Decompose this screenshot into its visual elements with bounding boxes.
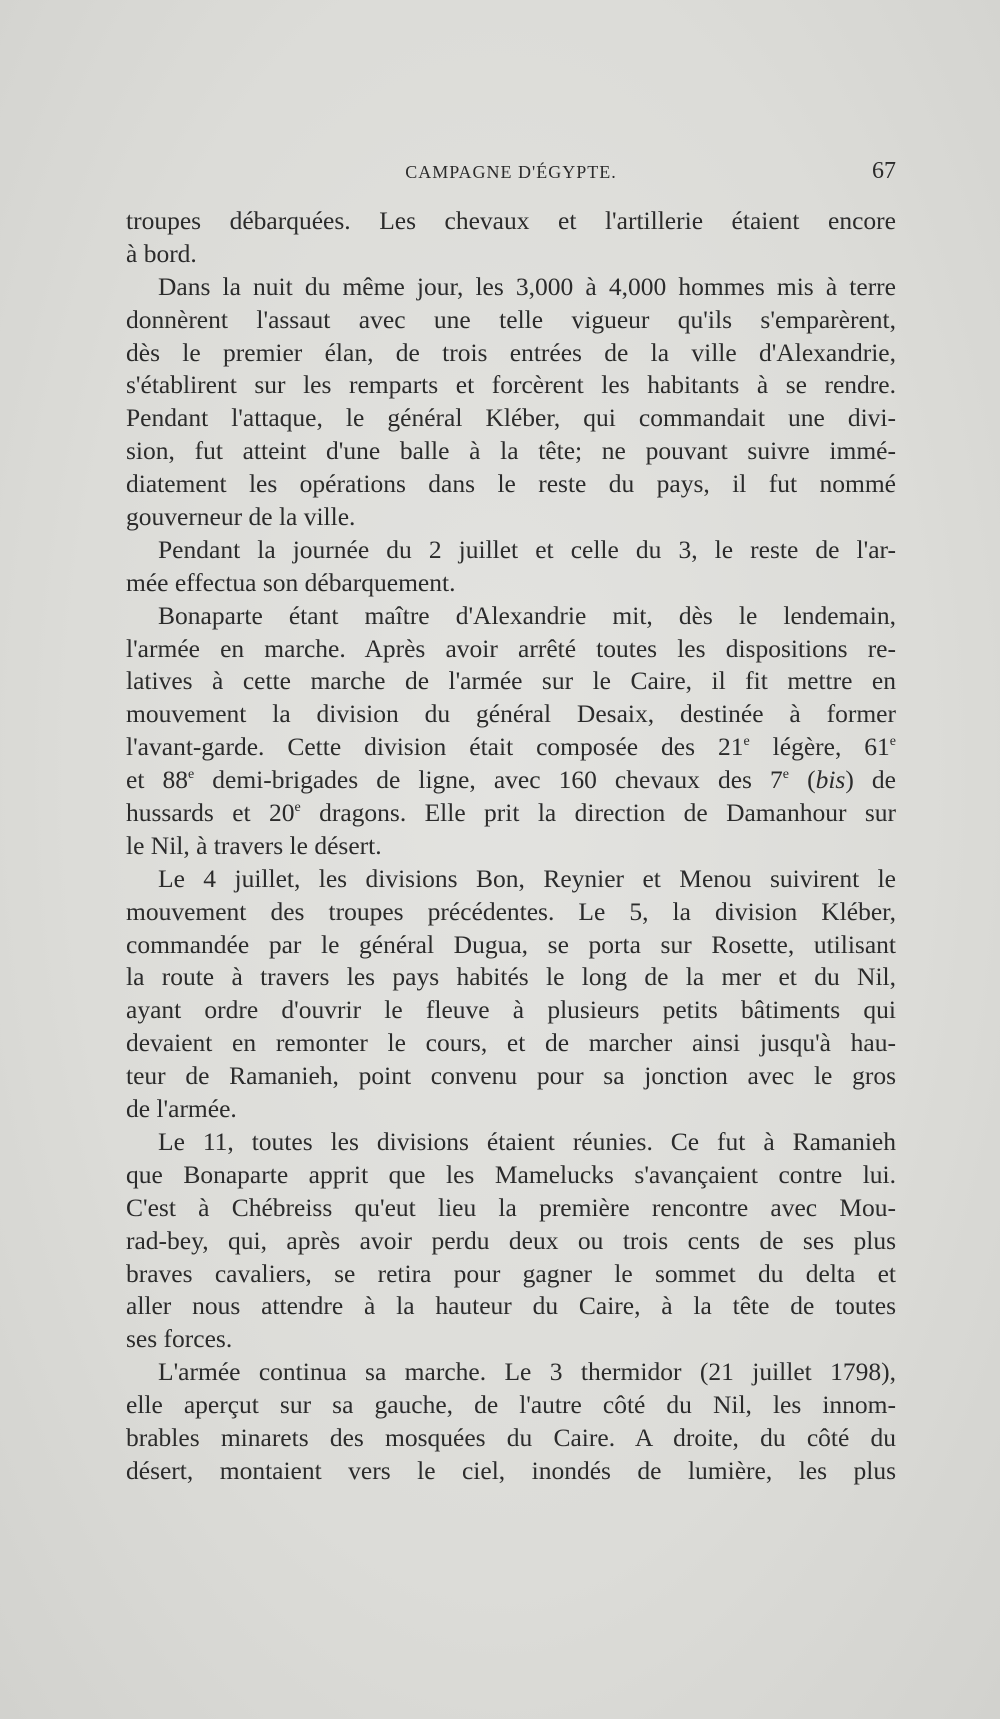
text-line: Dans la nuit du même jour, les 3,000 à 4,000 hommes mis à terre [158, 271, 896, 301]
text-fragment: ) de [845, 765, 896, 795]
page-number: 67 [872, 158, 896, 184]
text-line: l'armée en marche. Après avoir arrêté toutes les dispositions re- [126, 633, 896, 663]
superscript: e [782, 767, 790, 783]
text-fragment: dragons. Elle prit la direction de Damanhour sur [300, 798, 896, 828]
text-line: mée effectua son débarquement. [126, 567, 456, 597]
text-fragment: légère, 61 [749, 732, 890, 762]
running-title: CAMPAGNE D'ÉGYPTE. [405, 162, 617, 182]
text-fragment: et 88 [126, 765, 188, 795]
text-fragment: ( [789, 765, 816, 795]
text-line: braves cavaliers, se retira pour gagner le sommet du delta et [126, 1258, 896, 1288]
text-line: dès le premier élan, de trois entrées de la ville d'Alexandrie, [126, 337, 896, 367]
text-line: Bonaparte étant maître d'Alexandrie mit, dès le lendemain, [158, 600, 896, 630]
text-line: C'est à Chébreiss qu'eut lieu la première rencontre avec Mou- [126, 1192, 896, 1222]
text-line: gouverneur de la ville. [126, 502, 356, 532]
text-line: ayant ordre d'ouvrir le fleuve à plusieurs petits bâtiments qui [126, 995, 896, 1025]
text-line: que Bonaparte apprit que les Mamelucks s'avançaient contre lui. [126, 1159, 896, 1189]
text-line: brables minarets des mosquées du Caire. A droite, du côté du [126, 1422, 896, 1452]
text-fragment: demi-brigades de ligne, avec 160 chevaux des 7 [194, 765, 783, 795]
text-line: teur de Ramanieh, point convenu pour sa jonction avec le gros [126, 1061, 896, 1091]
text-line: troupes débarquées. Les chevaux et l'artillerie étaient encore [126, 206, 896, 235]
text-line: ses forces. [126, 1324, 233, 1354]
text-line [126, 797, 896, 830]
text-line: aller nous attendre à la hauteur du Caire, à la tête de toutes [126, 1291, 896, 1321]
text-line: rad-bey, qui, après avoir perdu deux ou trois cents de ses plus [126, 1225, 896, 1255]
italic-text: bis [815, 765, 846, 795]
body-text [126, 205, 896, 1488]
text-line: commandée par le général Dugua, se porta sur Rosette, utilisant [126, 929, 896, 959]
text-line: désert, montaient vers le ciel, inondés de lumière, les plus [126, 1455, 896, 1485]
superscript: e [187, 767, 195, 783]
text-line: mouvement la division du général Desaix, destinée à former [126, 699, 896, 729]
text-line: Le 4 juillet, les divisions Bon, Reynier et Menou suivirent le [158, 863, 896, 893]
text-line: Pendant la journée du 2 juillet et celle du 3, le reste de l'ar- [158, 534, 896, 564]
text-fragment: l'avant-garde. Cette division était composée des 21 [126, 732, 744, 762]
text-line: à bord. [126, 238, 197, 268]
text-line [126, 764, 896, 797]
text-line: diatement les opérations dans le reste du pays, il fut nommé [126, 469, 896, 499]
text-line: L'armée continua sa marche. Le 3 thermidor (21 juillet 1798), [158, 1357, 896, 1387]
superscript: e [889, 734, 897, 750]
running-head [126, 158, 896, 188]
text-line: de l'armée. [126, 1094, 237, 1124]
text-line: devaient en remonter le cours, et de marcher ainsi jusqu'à hau- [126, 1028, 896, 1058]
text-line: la route à travers les pays habités le long de la mer et du Nil, [126, 962, 896, 992]
text-fragment: hussards et 20 [126, 798, 295, 828]
text-line: latives à cette marche de l'armée sur le Caire, il fit mettre en [126, 666, 896, 696]
text-line: donnèrent l'assaut avec une telle vigueur qu'ils s'emparèrent, [126, 304, 896, 334]
text-line: mouvement des troupes précédentes. Le 5, la division Kléber, [126, 896, 896, 926]
superscript: e [743, 734, 750, 750]
text-line: s'établirent sur les remparts et forcèrent les habitants à se rendre. [126, 370, 896, 400]
text-line: elle aperçut sur sa gauche, de l'autre côté du Nil, les innom- [126, 1390, 896, 1420]
text-line: Pendant l'attaque, le général Kléber, qui commandait une divi- [126, 403, 896, 433]
text-line: Le 11, toutes les divisions étaient réunies. Ce fut à Ramanieh [158, 1126, 896, 1156]
superscript: e [294, 800, 301, 816]
text-line [126, 731, 896, 764]
text-line: sion, fut atteint d'une balle à la tête; ne pouvant suivre immé- [126, 436, 896, 466]
text-line: le Nil, à travers le désert. [126, 830, 382, 860]
